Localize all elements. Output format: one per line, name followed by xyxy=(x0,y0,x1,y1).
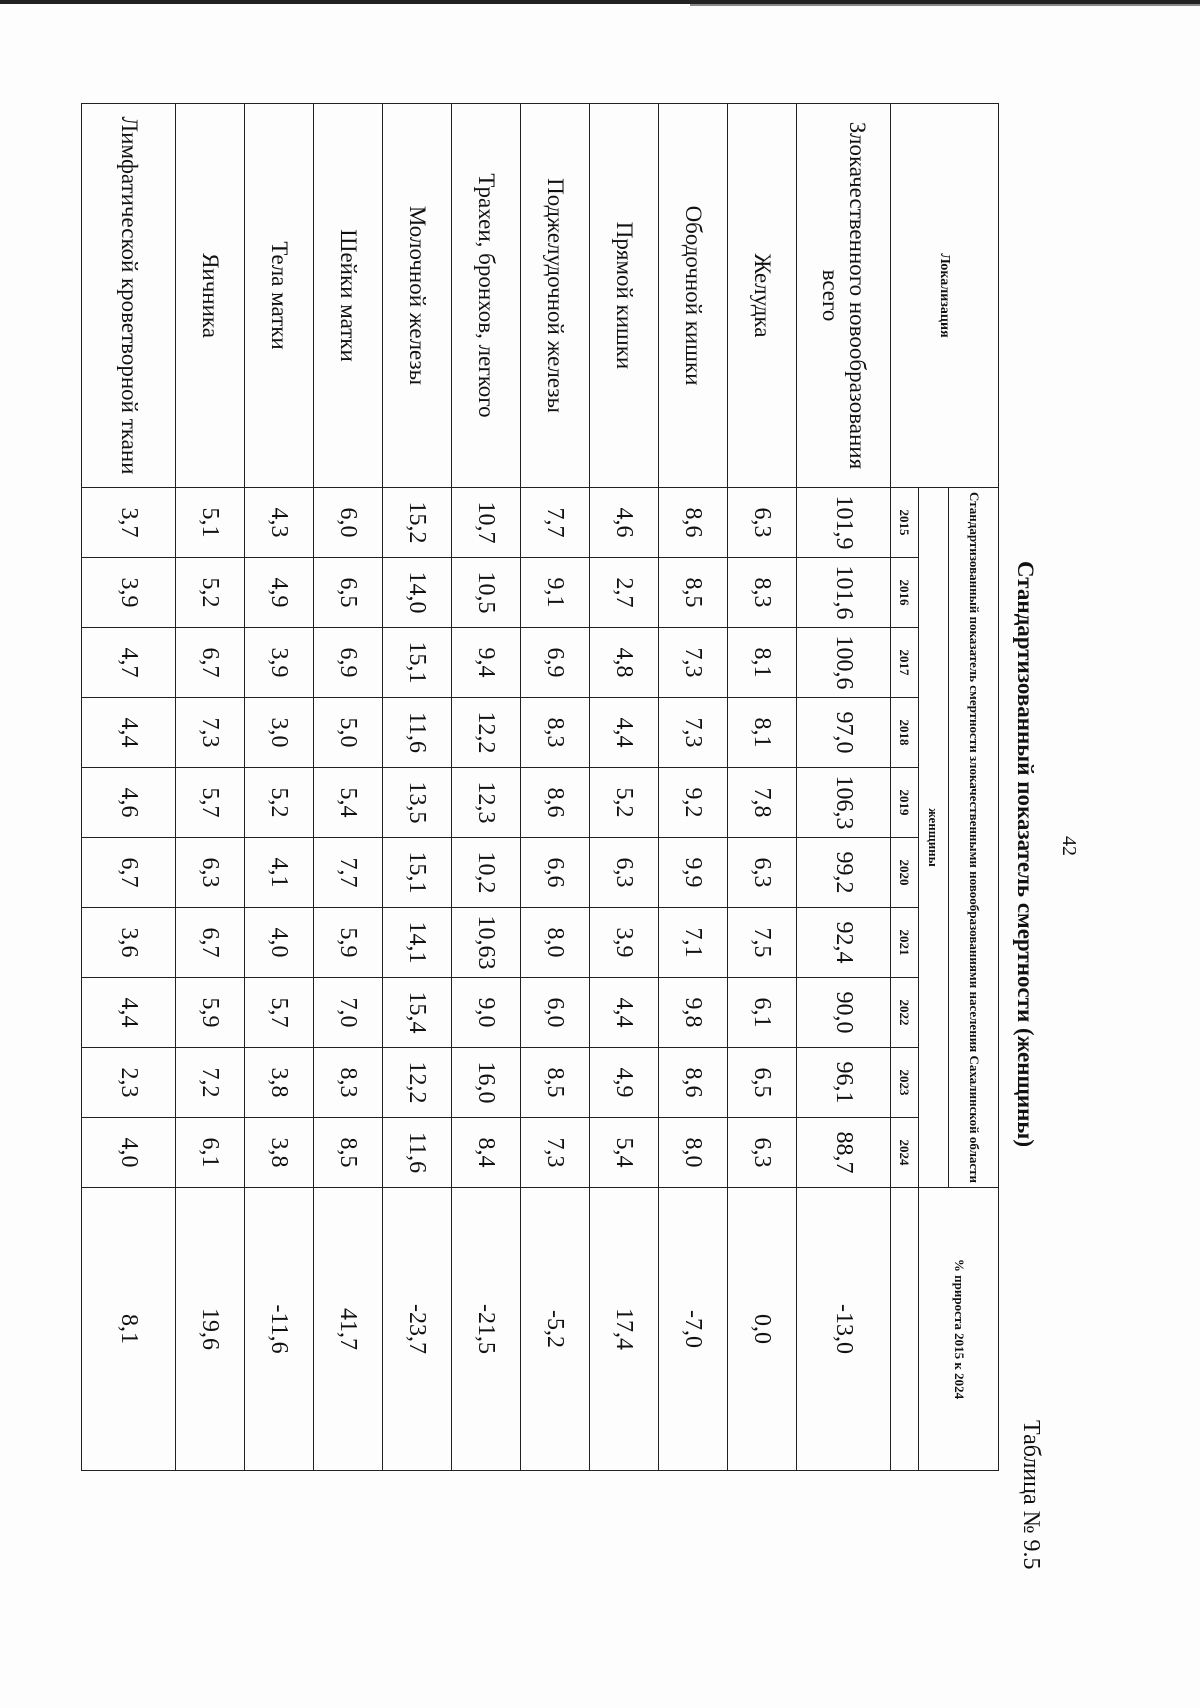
row-localization: Желудка xyxy=(728,104,797,488)
cell-2022: 5,9 xyxy=(176,978,245,1048)
header-growth: % прироста 2015 к 2024 xyxy=(919,1188,999,1471)
table-row xyxy=(797,104,891,1471)
cell-2017: 8,1 xyxy=(728,628,797,698)
cell-2019: 8,6 xyxy=(521,768,590,838)
cell-2020: 9,9 xyxy=(659,838,728,908)
cell-2020: 7,7 xyxy=(314,838,383,908)
cell-2015: 4,3 xyxy=(245,488,314,558)
cell-2023: 12,2 xyxy=(383,1048,452,1118)
cell-2019: 5,2 xyxy=(245,768,314,838)
table-row xyxy=(521,104,590,1471)
header-indicator: Стандартизованный показатель смертности злокачественными новообразованиями населения Сахалинской области xyxy=(949,488,999,1188)
cell-2016: 101,6 xyxy=(797,558,891,628)
table-row xyxy=(452,104,521,1471)
cell-2016: 8,3 xyxy=(728,558,797,628)
cell-2019: 9,2 xyxy=(659,768,728,838)
header-year-2015: 2015 xyxy=(891,488,919,558)
row-localization: Лимфатической кроветворной ткани xyxy=(82,104,176,488)
cell-2023: 8,6 xyxy=(659,1048,728,1118)
cell-2018: 4,4 xyxy=(82,698,176,768)
cell-2024: 8,0 xyxy=(659,1118,728,1188)
cell-2020: 6,3 xyxy=(176,838,245,908)
page-number: 42 xyxy=(1058,836,1080,856)
cell-2023: 2,3 xyxy=(82,1048,176,1118)
cell-2020: 99,2 xyxy=(797,838,891,908)
cell-2018: 97,0 xyxy=(797,698,891,768)
cell-2016: 4,9 xyxy=(245,558,314,628)
cell-2020: 4,1 xyxy=(245,838,314,908)
cell-2021: 92,4 xyxy=(797,908,891,978)
cell-2018: 7,3 xyxy=(176,698,245,768)
cell-2019: 4,6 xyxy=(82,768,176,838)
cell-2024: 88,7 xyxy=(797,1118,891,1188)
cell-2020: 6,6 xyxy=(521,838,590,908)
cell-growth: 0,0 xyxy=(728,1188,797,1471)
cell-2015: 8,6 xyxy=(659,488,728,558)
cell-2016: 5,2 xyxy=(176,558,245,628)
cell-growth: 17,4 xyxy=(590,1188,659,1471)
cell-2019: 13,5 xyxy=(383,768,452,838)
table-row xyxy=(176,104,245,1471)
cell-2020: 15,1 xyxy=(383,838,452,908)
cell-2022: 6,1 xyxy=(728,978,797,1048)
mortality-table xyxy=(81,103,999,1471)
cell-growth: 41,7 xyxy=(314,1188,383,1471)
cell-growth: -21,5 xyxy=(452,1188,521,1471)
header-year-2024: 2024 xyxy=(891,1118,919,1188)
cell-2017: 15,1 xyxy=(383,628,452,698)
cell-2021: 14,1 xyxy=(383,908,452,978)
cell-2023: 7,2 xyxy=(176,1048,245,1118)
cell-2024: 7,3 xyxy=(521,1118,590,1188)
cell-2022: 6,0 xyxy=(521,978,590,1048)
cell-2024: 11,6 xyxy=(383,1118,452,1188)
cell-2024: 6,1 xyxy=(176,1118,245,1188)
cell-2018: 12,2 xyxy=(452,698,521,768)
cell-2015: 6,0 xyxy=(314,488,383,558)
cell-2017: 100,6 xyxy=(797,628,891,698)
cell-2019: 5,7 xyxy=(176,768,245,838)
row-localization: Яичника xyxy=(176,104,245,488)
cell-2023: 8,5 xyxy=(521,1048,590,1118)
cell-2021: 3,9 xyxy=(590,908,659,978)
table-row xyxy=(82,104,176,1471)
cell-growth: -11,6 xyxy=(245,1188,314,1471)
header-growth-blank xyxy=(891,1188,919,1471)
cell-2016: 10,5 xyxy=(452,558,521,628)
cell-2015: 6,3 xyxy=(728,488,797,558)
row-localization: Трахеи, бронхов, легкого xyxy=(452,104,521,488)
row-localization: Тела матки xyxy=(245,104,314,488)
cell-2021: 7,5 xyxy=(728,908,797,978)
cell-2022: 9,0 xyxy=(452,978,521,1048)
cell-2015: 3,7 xyxy=(82,488,176,558)
cell-2015: 5,1 xyxy=(176,488,245,558)
cell-2024: 8,5 xyxy=(314,1118,383,1188)
table-row xyxy=(383,104,452,1471)
cell-2017: 9,4 xyxy=(452,628,521,698)
header-year-2019: 2019 xyxy=(891,768,919,838)
cell-2022: 9,8 xyxy=(659,978,728,1048)
cell-2016: 8,5 xyxy=(659,558,728,628)
row-localization: Прямой кишки xyxy=(590,104,659,488)
cell-2016: 9,1 xyxy=(521,558,590,628)
cell-2024: 6,3 xyxy=(728,1118,797,1188)
cell-2017: 7,3 xyxy=(659,628,728,698)
cell-2015: 7,7 xyxy=(521,488,590,558)
header-year-2020: 2020 xyxy=(891,838,919,908)
cell-2023: 3,8 xyxy=(245,1048,314,1118)
cell-2022: 15,4 xyxy=(383,978,452,1048)
cell-2021: 5,9 xyxy=(314,908,383,978)
cell-2017: 6,7 xyxy=(176,628,245,698)
cell-2021: 4,0 xyxy=(245,908,314,978)
cell-2022: 4,4 xyxy=(590,978,659,1048)
cell-2017: 4,7 xyxy=(82,628,176,698)
cell-2022: 90,0 xyxy=(797,978,891,1048)
header-year-2017: 2017 xyxy=(891,628,919,698)
row-localization: Злокачественного новообразования всего xyxy=(797,104,891,488)
cell-2021: 10,63 xyxy=(452,908,521,978)
cell-2017: 6,9 xyxy=(521,628,590,698)
header-year-2021: 2021 xyxy=(891,908,919,978)
header-sex: женщины xyxy=(919,488,949,1188)
cell-2020: 10,2 xyxy=(452,838,521,908)
header-year-2018: 2018 xyxy=(891,698,919,768)
cell-growth: -7,0 xyxy=(659,1188,728,1471)
cell-2016: 14,0 xyxy=(383,558,452,628)
cell-2019: 106,3 xyxy=(797,768,891,838)
cell-2017: 4,8 xyxy=(590,628,659,698)
header-year-2022: 2022 xyxy=(891,978,919,1048)
cell-growth: 19,6 xyxy=(176,1188,245,1471)
cell-2018: 3,0 xyxy=(245,698,314,768)
cell-2021: 8,0 xyxy=(521,908,590,978)
cell-2017: 3,9 xyxy=(245,628,314,698)
cell-growth: -13,0 xyxy=(797,1188,891,1471)
cell-2017: 6,9 xyxy=(314,628,383,698)
cell-2019: 5,2 xyxy=(590,768,659,838)
cell-2018: 8,1 xyxy=(728,698,797,768)
cell-2020: 6,3 xyxy=(728,838,797,908)
cell-2016: 2,7 xyxy=(590,558,659,628)
cell-2023: 4,9 xyxy=(590,1048,659,1118)
cell-2023: 6,5 xyxy=(728,1048,797,1118)
cell-2023: 8,3 xyxy=(314,1048,383,1118)
cell-growth: -23,7 xyxy=(383,1188,452,1471)
cell-2015: 4,6 xyxy=(590,488,659,558)
table-row xyxy=(314,104,383,1471)
cell-2022: 5,7 xyxy=(245,978,314,1048)
row-localization: Ободочной кишки xyxy=(659,104,728,488)
cell-growth: -5,2 xyxy=(521,1188,590,1471)
cell-2015: 101,9 xyxy=(797,488,891,558)
row-localization: Поджелудочной железы xyxy=(521,104,590,488)
cell-2015: 10,7 xyxy=(452,488,521,558)
cell-2016: 6,5 xyxy=(314,558,383,628)
cell-2019: 7,8 xyxy=(728,768,797,838)
cell-2022: 7,0 xyxy=(314,978,383,1048)
cell-2019: 12,3 xyxy=(452,768,521,838)
table-row xyxy=(728,104,797,1471)
cell-2020: 6,3 xyxy=(590,838,659,908)
cell-2018: 11,6 xyxy=(383,698,452,768)
row-localization: Молочной железы xyxy=(383,104,452,488)
cell-2024: 3,8 xyxy=(245,1118,314,1188)
cell-2021: 3,6 xyxy=(82,908,176,978)
table-row xyxy=(245,104,314,1471)
table-label: Таблица № 9.5 xyxy=(1018,1420,1044,1570)
cell-2018: 5,0 xyxy=(314,698,383,768)
page-title: Стандартизованный показатель смертности (женщины) xyxy=(1013,560,1038,1148)
cell-2015: 15,2 xyxy=(383,488,452,558)
header-year-2016: 2016 xyxy=(891,558,919,628)
cell-2023: 16,0 xyxy=(452,1048,521,1118)
header-localization: Локализация xyxy=(891,104,999,488)
cell-2022: 4,4 xyxy=(82,978,176,1048)
cell-2018: 8,3 xyxy=(521,698,590,768)
cell-2021: 7,1 xyxy=(659,908,728,978)
cell-2018: 4,4 xyxy=(590,698,659,768)
header-year-2023: 2023 xyxy=(891,1048,919,1118)
cell-2023: 96,1 xyxy=(797,1048,891,1118)
cell-2016: 3,9 xyxy=(82,558,176,628)
cell-growth: 8,1 xyxy=(82,1188,176,1471)
cell-2024: 8,4 xyxy=(452,1118,521,1188)
row-localization: Шейки матки xyxy=(314,104,383,488)
table-row xyxy=(659,104,728,1471)
cell-2024: 4,0 xyxy=(82,1118,176,1188)
cell-2020: 6,7 xyxy=(82,838,176,908)
cell-2018: 7,3 xyxy=(659,698,728,768)
cell-2019: 5,4 xyxy=(314,768,383,838)
cell-2024: 5,4 xyxy=(590,1118,659,1188)
table-body xyxy=(82,104,891,1471)
cell-2021: 6,7 xyxy=(176,908,245,978)
table-row xyxy=(590,104,659,1471)
